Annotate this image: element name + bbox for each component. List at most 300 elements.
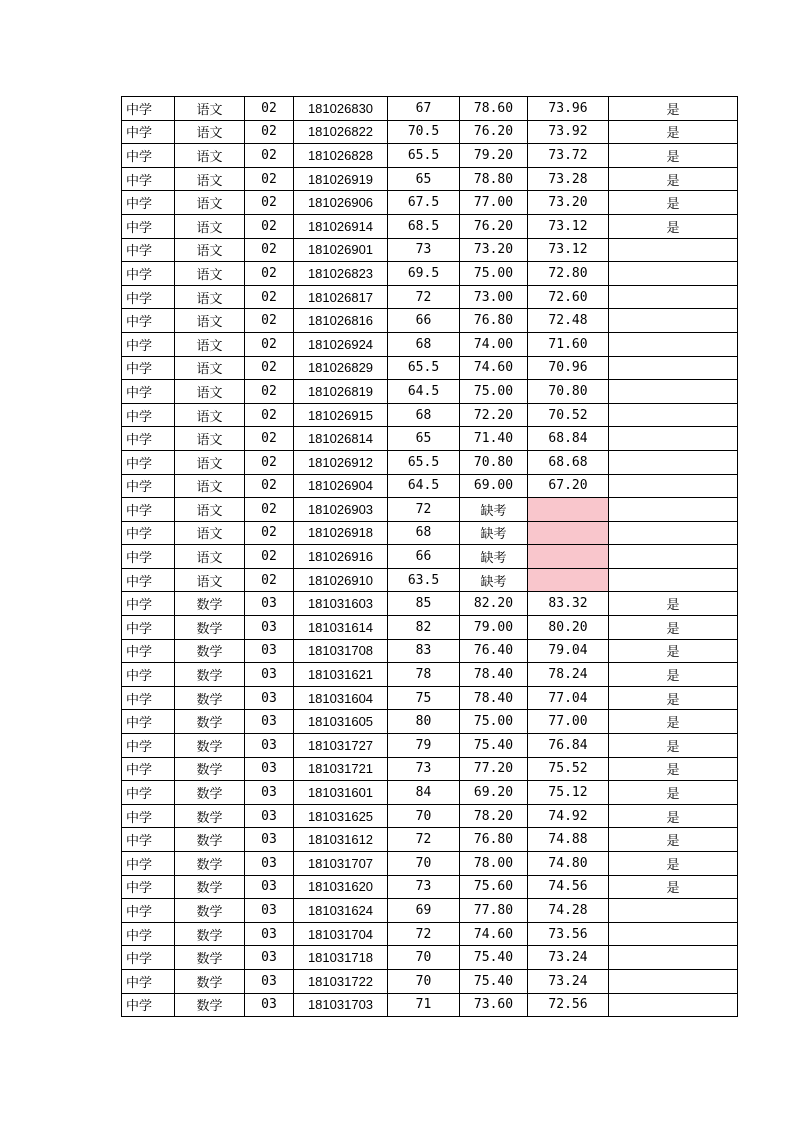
cell-subject: 数学 [175, 710, 245, 734]
cell-exam-id: 181026906 [294, 191, 388, 215]
cell-selected-mark [609, 899, 738, 923]
cell-level: 中学 [122, 734, 175, 758]
cell-total-score: 73.72 [528, 144, 609, 168]
cell-level: 中学 [122, 450, 175, 474]
cell-code: 02 [245, 498, 294, 522]
cell-code: 02 [245, 167, 294, 191]
cell-level: 中学 [122, 993, 175, 1017]
table-row [122, 285, 738, 309]
table-row [122, 521, 738, 545]
cell-code: 03 [245, 946, 294, 970]
cell-written-score: 69 [388, 899, 460, 923]
cell-total-score: 73.28 [528, 167, 609, 191]
cell-exam-id: 181026919 [294, 167, 388, 191]
cell-code: 03 [245, 993, 294, 1017]
cell-exam-id: 181026822 [294, 120, 388, 144]
cell-total-score: 74.28 [528, 899, 609, 923]
table-row [122, 191, 738, 215]
cell-code: 02 [245, 568, 294, 592]
table-body [122, 97, 738, 1017]
cell-code: 02 [245, 403, 294, 427]
cell-written-score: 65.5 [388, 356, 460, 380]
cell-written-score: 73 [388, 238, 460, 262]
cell-subject: 语文 [175, 403, 245, 427]
cell-exam-id: 181026916 [294, 545, 388, 569]
cell-total-score: 75.12 [528, 781, 609, 805]
cell-exam-id: 181031704 [294, 922, 388, 946]
cell-written-score: 69.5 [388, 262, 460, 286]
cell-total-score: 73.96 [528, 97, 609, 121]
results-table-wrapper [121, 96, 738, 1017]
cell-subject: 数学 [175, 875, 245, 899]
cell-code: 03 [245, 663, 294, 687]
cell-interview-score: 76.20 [460, 120, 528, 144]
table-row [122, 356, 738, 380]
cell-selected-mark: 是 [609, 710, 738, 734]
cell-written-score: 67.5 [388, 191, 460, 215]
table-row [122, 875, 738, 899]
cell-code: 02 [245, 285, 294, 309]
cell-code: 02 [245, 144, 294, 168]
cell-code: 02 [245, 356, 294, 380]
cell-exam-id: 181031603 [294, 592, 388, 616]
cell-total-score: 83.32 [528, 592, 609, 616]
cell-code: 02 [245, 474, 294, 498]
cell-exam-id: 181026904 [294, 474, 388, 498]
cell-total-score: 74.80 [528, 852, 609, 876]
cell-written-score: 64.5 [388, 380, 460, 404]
cell-level: 中学 [122, 804, 175, 828]
cell-level: 中学 [122, 852, 175, 876]
cell-subject: 语文 [175, 285, 245, 309]
cell-level: 中学 [122, 97, 175, 121]
cell-subject: 语文 [175, 498, 245, 522]
cell-written-score: 72 [388, 285, 460, 309]
table-row [122, 568, 738, 592]
cell-total-score: 80.20 [528, 616, 609, 640]
cell-total-score: 75.52 [528, 757, 609, 781]
table-row [122, 332, 738, 356]
cell-exam-id: 181026901 [294, 238, 388, 262]
cell-level: 中学 [122, 710, 175, 734]
cell-exam-id: 181026816 [294, 309, 388, 333]
cell-code: 02 [245, 120, 294, 144]
cell-total-score: 79.04 [528, 639, 609, 663]
cell-level: 中学 [122, 521, 175, 545]
cell-total-score: 70.96 [528, 356, 609, 380]
cell-subject: 语文 [175, 332, 245, 356]
cell-written-score: 68 [388, 332, 460, 356]
cell-subject: 数学 [175, 616, 245, 640]
cell-exam-id: 181026915 [294, 403, 388, 427]
table-row [122, 686, 738, 710]
cell-subject: 语文 [175, 427, 245, 451]
cell-selected-mark [609, 356, 738, 380]
cell-exam-id: 181026823 [294, 262, 388, 286]
cell-code: 03 [245, 969, 294, 993]
table-row [122, 734, 738, 758]
cell-interview-score: 78.20 [460, 804, 528, 828]
cell-level: 中学 [122, 568, 175, 592]
cell-written-score: 70 [388, 852, 460, 876]
cell-written-score: 70 [388, 804, 460, 828]
cell-written-score: 67 [388, 97, 460, 121]
cell-selected-mark [609, 498, 738, 522]
cell-level: 中学 [122, 875, 175, 899]
cell-selected-mark: 是 [609, 663, 738, 687]
cell-level: 中学 [122, 922, 175, 946]
table-row [122, 946, 738, 970]
cell-level: 中学 [122, 592, 175, 616]
cell-exam-id: 181031612 [294, 828, 388, 852]
cell-total-score: 68.84 [528, 427, 609, 451]
cell-subject: 语文 [175, 238, 245, 262]
cell-interview-score: 69.00 [460, 474, 528, 498]
cell-subject: 语文 [175, 521, 245, 545]
cell-subject: 语文 [175, 191, 245, 215]
cell-code: 02 [245, 238, 294, 262]
cell-written-score: 70.5 [388, 120, 460, 144]
cell-level: 中学 [122, 262, 175, 286]
table-row [122, 922, 738, 946]
cell-interview-score: 73.00 [460, 285, 528, 309]
table-row [122, 969, 738, 993]
cell-selected-mark [609, 427, 738, 451]
cell-written-score: 68 [388, 403, 460, 427]
cell-written-score: 80 [388, 710, 460, 734]
cell-exam-id: 181026814 [294, 427, 388, 451]
cell-subject: 数学 [175, 946, 245, 970]
cell-subject: 数学 [175, 686, 245, 710]
cell-written-score: 78 [388, 663, 460, 687]
cell-total-score: 73.24 [528, 969, 609, 993]
cell-interview-score: 74.00 [460, 332, 528, 356]
cell-code: 03 [245, 686, 294, 710]
cell-interview-score: 71.40 [460, 427, 528, 451]
cell-level: 中学 [122, 309, 175, 333]
cell-selected-mark [609, 993, 738, 1017]
cell-selected-mark: 是 [609, 214, 738, 238]
cell-subject: 数学 [175, 663, 245, 687]
cell-subject: 数学 [175, 757, 245, 781]
cell-written-score: 85 [388, 592, 460, 616]
cell-written-score: 83 [388, 639, 460, 663]
cell-exam-id: 181031601 [294, 781, 388, 805]
cell-code: 03 [245, 639, 294, 663]
table-row [122, 474, 738, 498]
cell-code: 03 [245, 757, 294, 781]
cell-interview-score: 75.60 [460, 875, 528, 899]
cell-selected-mark: 是 [609, 686, 738, 710]
table-row [122, 498, 738, 522]
table-row [122, 639, 738, 663]
cell-subject: 数学 [175, 922, 245, 946]
cell-level: 中学 [122, 332, 175, 356]
cell-total-score: 78.24 [528, 663, 609, 687]
cell-interview-score: 76.40 [460, 639, 528, 663]
cell-subject: 数学 [175, 852, 245, 876]
cell-interview-score: 70.80 [460, 450, 528, 474]
cell-exam-id: 181031721 [294, 757, 388, 781]
cell-total-score [528, 545, 609, 569]
cell-subject: 数学 [175, 804, 245, 828]
cell-exam-id: 181026918 [294, 521, 388, 545]
cell-level: 中学 [122, 616, 175, 640]
cell-code: 02 [245, 332, 294, 356]
cell-interview-score: 75.00 [460, 710, 528, 734]
cell-subject: 语文 [175, 97, 245, 121]
cell-interview-score: 72.20 [460, 403, 528, 427]
cell-code: 03 [245, 616, 294, 640]
cell-subject: 语文 [175, 167, 245, 191]
cell-written-score: 79 [388, 734, 460, 758]
cell-exam-id: 181026829 [294, 356, 388, 380]
cell-total-score: 72.80 [528, 262, 609, 286]
cell-selected-mark: 是 [609, 592, 738, 616]
cell-subject: 语文 [175, 144, 245, 168]
cell-selected-mark: 是 [609, 639, 738, 663]
table-row [122, 450, 738, 474]
cell-interview-score: 73.20 [460, 238, 528, 262]
cell-exam-id: 181031624 [294, 899, 388, 923]
cell-selected-mark: 是 [609, 781, 738, 805]
cell-level: 中学 [122, 214, 175, 238]
cell-selected-mark [609, 403, 738, 427]
cell-subject: 数学 [175, 734, 245, 758]
cell-selected-mark: 是 [609, 734, 738, 758]
cell-level: 中学 [122, 474, 175, 498]
cell-total-score [528, 521, 609, 545]
cell-interview-score: 76.80 [460, 828, 528, 852]
cell-subject: 数学 [175, 592, 245, 616]
cell-interview-score: 76.80 [460, 309, 528, 333]
cell-level: 中学 [122, 757, 175, 781]
cell-written-score: 71 [388, 993, 460, 1017]
cell-written-score: 73 [388, 757, 460, 781]
cell-subject: 语文 [175, 545, 245, 569]
cell-exam-id: 181031621 [294, 663, 388, 687]
cell-selected-mark [609, 380, 738, 404]
cell-subject: 数学 [175, 781, 245, 805]
cell-total-score: 70.80 [528, 380, 609, 404]
cell-exam-id: 181031703 [294, 993, 388, 1017]
cell-interview-score: 缺考 [460, 568, 528, 592]
cell-level: 中学 [122, 545, 175, 569]
cell-interview-score: 73.60 [460, 993, 528, 1017]
cell-interview-score: 78.40 [460, 686, 528, 710]
table-row [122, 592, 738, 616]
cell-total-score: 68.68 [528, 450, 609, 474]
cell-total-score: 71.60 [528, 332, 609, 356]
cell-total-score: 73.24 [528, 946, 609, 970]
cell-written-score: 66 [388, 545, 460, 569]
cell-exam-id: 181026912 [294, 450, 388, 474]
cell-exam-id: 181031604 [294, 686, 388, 710]
table-row [122, 781, 738, 805]
cell-level: 中学 [122, 191, 175, 215]
cell-level: 中学 [122, 120, 175, 144]
cell-subject: 语文 [175, 309, 245, 333]
cell-code: 02 [245, 191, 294, 215]
cell-total-score: 73.12 [528, 214, 609, 238]
cell-exam-id: 181026819 [294, 380, 388, 404]
cell-code: 02 [245, 97, 294, 121]
cell-total-score [528, 568, 609, 592]
cell-total-score: 76.84 [528, 734, 609, 758]
cell-code: 02 [245, 262, 294, 286]
cell-selected-mark [609, 969, 738, 993]
cell-interview-score: 75.40 [460, 946, 528, 970]
cell-interview-score: 缺考 [460, 498, 528, 522]
cell-total-score: 70.52 [528, 403, 609, 427]
cell-code: 03 [245, 804, 294, 828]
cell-selected-mark: 是 [609, 875, 738, 899]
cell-code: 03 [245, 852, 294, 876]
cell-level: 中学 [122, 781, 175, 805]
cell-selected-mark [609, 332, 738, 356]
cell-selected-mark: 是 [609, 191, 738, 215]
table-row [122, 309, 738, 333]
cell-interview-score: 82.20 [460, 592, 528, 616]
cell-subject: 数学 [175, 899, 245, 923]
cell-written-score: 75 [388, 686, 460, 710]
cell-level: 中学 [122, 946, 175, 970]
cell-written-score: 68 [388, 521, 460, 545]
cell-code: 03 [245, 899, 294, 923]
cell-level: 中学 [122, 498, 175, 522]
cell-interview-score: 77.20 [460, 757, 528, 781]
cell-selected-mark [609, 309, 738, 333]
cell-total-score: 74.56 [528, 875, 609, 899]
table-row [122, 804, 738, 828]
cell-total-score: 72.60 [528, 285, 609, 309]
cell-code: 02 [245, 427, 294, 451]
cell-written-score: 82 [388, 616, 460, 640]
cell-interview-score: 缺考 [460, 521, 528, 545]
cell-subject: 数学 [175, 828, 245, 852]
cell-written-score: 64.5 [388, 474, 460, 498]
cell-subject: 语文 [175, 356, 245, 380]
cell-level: 中学 [122, 639, 175, 663]
cell-exam-id: 181026828 [294, 144, 388, 168]
cell-selected-mark: 是 [609, 828, 738, 852]
cell-code: 03 [245, 828, 294, 852]
table-row [122, 852, 738, 876]
cell-subject: 语文 [175, 214, 245, 238]
results-table [121, 96, 738, 1017]
cell-level: 中学 [122, 686, 175, 710]
cell-selected-mark [609, 285, 738, 309]
table-row [122, 757, 738, 781]
table-row [122, 899, 738, 923]
cell-selected-mark: 是 [609, 757, 738, 781]
cell-subject: 数学 [175, 969, 245, 993]
cell-interview-score: 76.20 [460, 214, 528, 238]
cell-written-score: 72 [388, 828, 460, 852]
cell-level: 中学 [122, 238, 175, 262]
cell-exam-id: 181031614 [294, 616, 388, 640]
cell-level: 中学 [122, 828, 175, 852]
cell-interview-score: 78.60 [460, 97, 528, 121]
cell-level: 中学 [122, 285, 175, 309]
cell-interview-score: 77.80 [460, 899, 528, 923]
cell-exam-id: 181031722 [294, 969, 388, 993]
cell-exam-id: 181031718 [294, 946, 388, 970]
cell-level: 中学 [122, 899, 175, 923]
cell-total-score: 77.04 [528, 686, 609, 710]
cell-written-score: 72 [388, 922, 460, 946]
cell-selected-mark: 是 [609, 97, 738, 121]
cell-level: 中学 [122, 403, 175, 427]
cell-written-score: 65.5 [388, 450, 460, 474]
cell-written-score: 72 [388, 498, 460, 522]
cell-subject: 语文 [175, 450, 245, 474]
table-row [122, 403, 738, 427]
cell-total-score: 73.12 [528, 238, 609, 262]
cell-total-score: 67.20 [528, 474, 609, 498]
cell-selected-mark: 是 [609, 120, 738, 144]
cell-interview-score: 缺考 [460, 545, 528, 569]
cell-code: 02 [245, 545, 294, 569]
cell-exam-id: 181026830 [294, 97, 388, 121]
cell-code: 03 [245, 734, 294, 758]
cell-written-score: 63.5 [388, 568, 460, 592]
cell-total-score: 72.48 [528, 309, 609, 333]
table-row [122, 238, 738, 262]
cell-selected-mark [609, 568, 738, 592]
cell-code: 03 [245, 922, 294, 946]
cell-written-score: 65 [388, 167, 460, 191]
table-row [122, 663, 738, 687]
cell-code: 02 [245, 380, 294, 404]
cell-interview-score: 74.60 [460, 356, 528, 380]
cell-written-score: 66 [388, 309, 460, 333]
cell-interview-score: 79.00 [460, 616, 528, 640]
cell-written-score: 65 [388, 427, 460, 451]
cell-interview-score: 69.20 [460, 781, 528, 805]
cell-code: 03 [245, 781, 294, 805]
cell-level: 中学 [122, 356, 175, 380]
cell-code: 02 [245, 521, 294, 545]
cell-interview-score: 74.60 [460, 922, 528, 946]
cell-selected-mark [609, 946, 738, 970]
cell-exam-id: 181031727 [294, 734, 388, 758]
cell-interview-score: 78.00 [460, 852, 528, 876]
cell-total-score: 73.20 [528, 191, 609, 215]
table-row [122, 828, 738, 852]
cell-total-score: 73.92 [528, 120, 609, 144]
cell-selected-mark [609, 450, 738, 474]
cell-subject: 语文 [175, 262, 245, 286]
cell-selected-mark: 是 [609, 144, 738, 168]
cell-interview-score: 78.40 [460, 663, 528, 687]
cell-interview-score: 75.40 [460, 734, 528, 758]
table-row [122, 144, 738, 168]
cell-code: 03 [245, 710, 294, 734]
cell-exam-id: 181031605 [294, 710, 388, 734]
cell-exam-id: 181031620 [294, 875, 388, 899]
cell-selected-mark: 是 [609, 804, 738, 828]
cell-written-score: 68.5 [388, 214, 460, 238]
cell-written-score: 70 [388, 969, 460, 993]
cell-exam-id: 181026914 [294, 214, 388, 238]
table-row [122, 545, 738, 569]
table-row [122, 262, 738, 286]
cell-level: 中学 [122, 380, 175, 404]
cell-interview-score: 79.20 [460, 144, 528, 168]
cell-total-score [528, 498, 609, 522]
cell-selected-mark [609, 238, 738, 262]
